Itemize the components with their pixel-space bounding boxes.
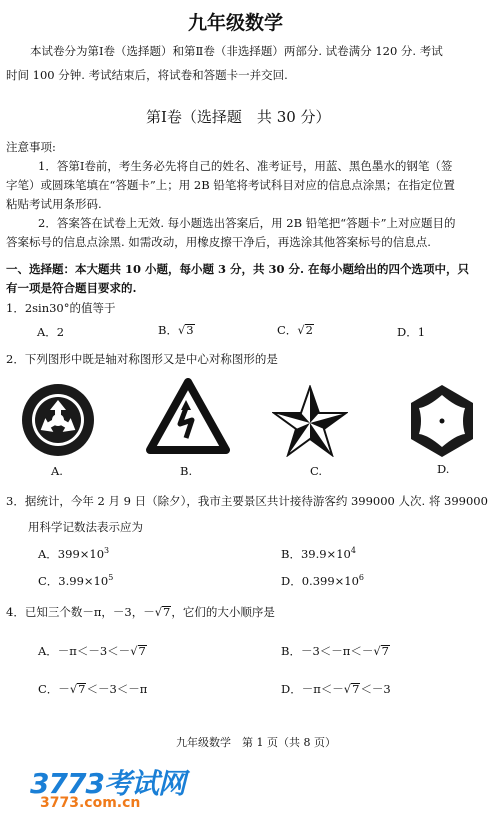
part1-line-2: 有一项是符合题目要求的. [6, 281, 137, 295]
note-1-line-1: 1．答第Ⅰ卷前，考生务必先将自己的姓名、准考证号，用蓝、黑色墨水的钢笔（签 [38, 159, 453, 173]
q3-option-d-base: D．0.399×10 [281, 574, 359, 588]
page-title: 九年级数学 [188, 12, 284, 34]
watermark-number: 3773 [30, 767, 104, 800]
q2-figure-a [18, 380, 98, 460]
q4-option-c-post: ＜－3＜－π [86, 682, 148, 696]
q4-option-c-radicand: 7 [78, 682, 86, 696]
q3-option-d [281, 573, 364, 589]
q4-option-b-radicand: 7 [381, 644, 389, 658]
q2-figure-b [146, 378, 230, 456]
q1-option-a: A．2 [37, 325, 65, 339]
q2-figure-d [404, 383, 480, 459]
section-title: 第Ⅰ卷（选择题 共 30 分） [146, 108, 331, 126]
q3-option-a-exp: 3 [104, 546, 110, 556]
note-2-line-1: 2．答案答在试卷上无效. 每小题选出答案后，用 2B 铅笔把“答题卡”上对应题目的 [38, 216, 456, 230]
q4-option-b: B．－3＜－π＜－√7 [281, 644, 389, 658]
q4-option-a-radicand: 7 [138, 644, 146, 658]
q4-option-a: A．－π＜－3＜－√7 [38, 644, 146, 658]
q1-option-c: C．√2 [277, 323, 313, 337]
notes-heading: 注意事项: [6, 140, 56, 154]
q1-option-b: B．√3 [158, 323, 194, 337]
q2-label-a: A. [51, 464, 63, 478]
q1-stem: 1．2sin30°的值等于 [6, 301, 116, 315]
q1-option-c-label: C． [277, 323, 298, 337]
page-footer: 九年级数学 第 1 页（共 8 页） [176, 736, 336, 749]
q4-option-d-post: ＜－3 [360, 682, 391, 696]
q3-option-c-exp: 5 [108, 573, 114, 583]
q4-option-d-pre: D．－π＜－ [281, 682, 344, 696]
watermark-url: 3773.com.cn [40, 795, 141, 811]
q4-option-c: C．－√7＜－3＜－π [38, 682, 148, 696]
note-1-line-3: 粘贴考试用条形码. [6, 197, 102, 211]
q1-option-d: D．1 [397, 325, 426, 339]
q3-option-a-base: A．399×10 [38, 547, 105, 561]
q2-figure-c [272, 385, 348, 457]
q3-option-a [38, 546, 109, 562]
q1-option-b-label: B． [158, 323, 178, 337]
intro-line-1: 本试卷分为第Ⅰ卷（选择题）和第Ⅱ卷（非选择题）两部分. 试卷满分 120 分. 考试 [30, 44, 443, 58]
q1-option-b-radicand: 3 [186, 323, 194, 337]
note-1-line-2: 字笔）或圆珠笔填在“答题卡”上；用 2B 铅笔将考试科目对应的信息点涂黑；在指定位置 [6, 178, 455, 192]
q2-label-d: D. [437, 462, 450, 476]
q4-stem-post: ，它们的大小顺序是 [171, 605, 275, 619]
q4-option-d-radicand: 7 [352, 682, 360, 696]
note-2-line-2: 答案标号的信息点涂黑. 如需改动，用橡皮擦干净后，再选涂其他答案标号的信息点. [6, 235, 431, 249]
part1-line-1: 一、选择题：本大题共 10 小题，每小题 3 分，共 30 分. 在每小题给出的四个选项中，只 [6, 262, 470, 276]
q4-stem-radicand: 7 [163, 605, 171, 619]
q4-stem-pre: 4．已知三个数－π，－3，－ [6, 605, 155, 619]
intro-line-2: 时间 100 分钟. 考试结束后，将试卷和答题卡一并交回. [6, 68, 288, 82]
q2-label-c: C. [310, 464, 323, 478]
q4-option-c-pre: C．－ [38, 682, 70, 696]
q3-option-c-base: C．3.99×10 [38, 574, 109, 588]
q4-option-b-pre: B．－3＜－π＜－ [281, 644, 374, 658]
q1-option-c-radicand: 2 [305, 323, 313, 337]
q3-option-d-exp: 6 [358, 573, 365, 583]
q2-stem: 2．下列图形中既是轴对称图形又是中心对称图形的是 [6, 352, 278, 366]
q3-stem-line-2: 用科学记数法表示应为 [28, 520, 143, 534]
q3-option-b [281, 546, 356, 562]
q3-stem-line-1: 3．据统计，今年 2 月 9 日（除夕），我市主要景区共计接待游客约 399000 人次. 将 399000 [6, 494, 488, 508]
q3-option-c [38, 573, 113, 589]
q4-option-a-pre: A．－π＜－3＜－ [38, 644, 131, 658]
q3-option-b-base: B．39.9×10 [281, 547, 351, 561]
q3-option-b-exp: 4 [350, 546, 356, 556]
q4-stem: 4．已知三个数－π，－3，－√7，它们的大小顺序是 [6, 605, 275, 619]
q4-option-d: D．－π＜－√7＜－3 [281, 682, 391, 696]
q2-label-b: B. [180, 464, 193, 478]
watermark-brand: 考试网 [103, 767, 185, 800]
